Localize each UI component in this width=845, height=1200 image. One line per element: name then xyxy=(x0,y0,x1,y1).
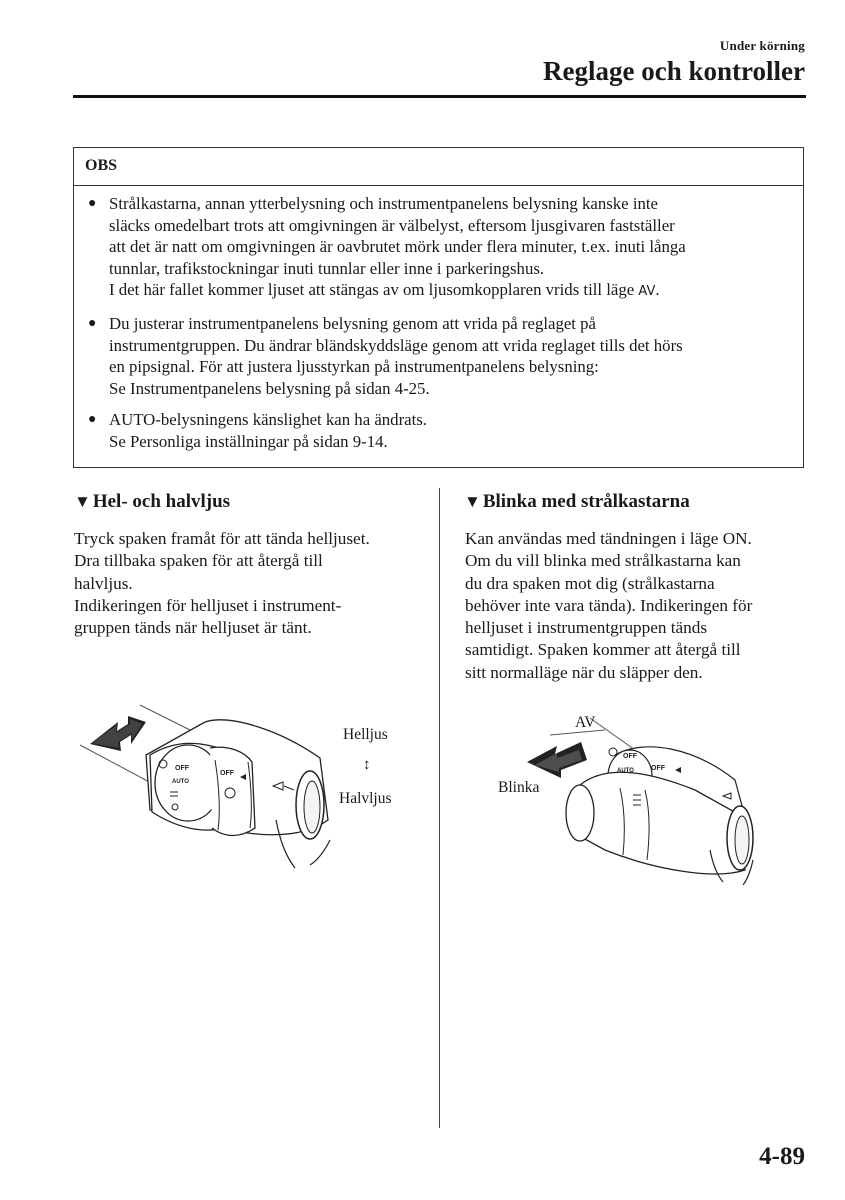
section-heading-flash xyxy=(464,491,690,513)
bullet-icon: ● xyxy=(88,412,97,428)
note-list xyxy=(74,186,803,453)
up-down-arrow-icon: ↕ xyxy=(363,757,371,773)
lever-mark: AUTO xyxy=(617,768,634,774)
section-heading-high-beam xyxy=(74,491,230,513)
note-line: Du justerar instrumentpanelens belysning genom att vrida på reglaget på xyxy=(109,313,596,333)
flash-lever-figure xyxy=(495,710,785,885)
note-item xyxy=(86,409,789,452)
note-line xyxy=(109,279,789,303)
triangle-marker-icon: ▼ xyxy=(74,492,91,511)
high-beam-label: Helljus xyxy=(343,726,388,743)
note-line: Strålkastarna, annan ytterbelysning och instrumentpanelens belysning kanske inte xyxy=(109,194,658,213)
off-label: AV xyxy=(575,714,596,731)
bullet-icon: ● xyxy=(88,196,97,211)
lever-mark: OFF xyxy=(220,770,234,777)
note-line: släcks omedelbart trots att omgivningen är välbelyst, eftersom ljusgivaren fastställer xyxy=(109,215,675,235)
body-line: Tryck spaken framåt för att tända helljuset. xyxy=(74,529,370,548)
lever-mark: OFF xyxy=(175,765,189,772)
body-line: sitt normalläge när du släpper den. xyxy=(465,662,703,682)
note-line: AUTO-belysningens känslighet kan ha ändrats. xyxy=(109,410,427,430)
note-line: tunnlar, trafikstockningar inuti tunnlar eller inne i parkeringshus. xyxy=(109,258,545,278)
body-line: Kan användas med tändningen i läge ON. xyxy=(465,529,752,548)
note-line: Se Instrumentpanelens belysning på sidan 4-25. xyxy=(109,378,430,398)
body-line: helljuset i instrumentgruppen tänds xyxy=(465,618,708,638)
column-divider xyxy=(439,488,440,1128)
body-line: Om du vill blinka med strålkastarna kan xyxy=(465,551,741,571)
section-label: Under körning xyxy=(719,38,805,53)
triangle-marker-icon: ▼ xyxy=(464,492,481,511)
section-heading-text: Blinka med strålkastarna xyxy=(482,491,690,512)
lever-mark: OFF xyxy=(651,765,665,772)
section-body-high-beam xyxy=(74,528,370,639)
title-rule xyxy=(73,95,806,98)
note-line: att det är natt om omgivningen är oavbrutet mörk under flera minuter, t.ex. inuti långa xyxy=(109,237,686,257)
note-item xyxy=(86,313,789,399)
section-body-flash xyxy=(465,528,752,684)
note-line: instrumentgruppen. Du ändrar bländskyddsläge genom att vrida reglaget tills det hörs xyxy=(109,335,683,355)
flash-label: Blinka xyxy=(498,779,540,796)
body-line: Indikeringen för helljuset i instrument- xyxy=(74,595,342,615)
page-title: Reglage och kontroller xyxy=(543,56,805,86)
mode-code: AV xyxy=(638,284,656,300)
note-line: en pipsignal. För att justera ljusstyrkan på instrumentpanelens belysning: xyxy=(109,357,599,377)
note-line: Se Personliga inställningar på sidan 9-14. xyxy=(109,431,388,451)
note-item xyxy=(86,193,789,303)
body-line: behöver inte vara tända). Indikeringen för xyxy=(465,595,753,615)
body-line: gruppen tänds när helljuset är tänt. xyxy=(74,618,312,638)
note-line-text: I det här fallet kommer ljuset att stängas av om ljusomkopplaren vrids till läge xyxy=(109,280,639,300)
section-heading-text: Hel- och halvljus xyxy=(92,491,231,512)
body-line: halvljus. xyxy=(74,573,133,593)
lever-mark: AUTO xyxy=(172,779,189,785)
note-box xyxy=(73,147,804,468)
body-line: du dra spaken mot dig (strålkastarna xyxy=(465,573,715,593)
note-line-end: . xyxy=(655,280,660,300)
low-beam-label: Halvljus xyxy=(339,790,392,807)
bullet-icon: ● xyxy=(88,315,97,331)
note-heading: OBS xyxy=(74,148,803,186)
body-line: Dra tillbaka spaken för att återgå till xyxy=(74,551,323,571)
lever-mark: OFF xyxy=(623,753,637,760)
page-number: 4-89 xyxy=(759,1143,805,1170)
body-line: samtidigt. Spaken kommer att återgå till xyxy=(465,640,741,660)
